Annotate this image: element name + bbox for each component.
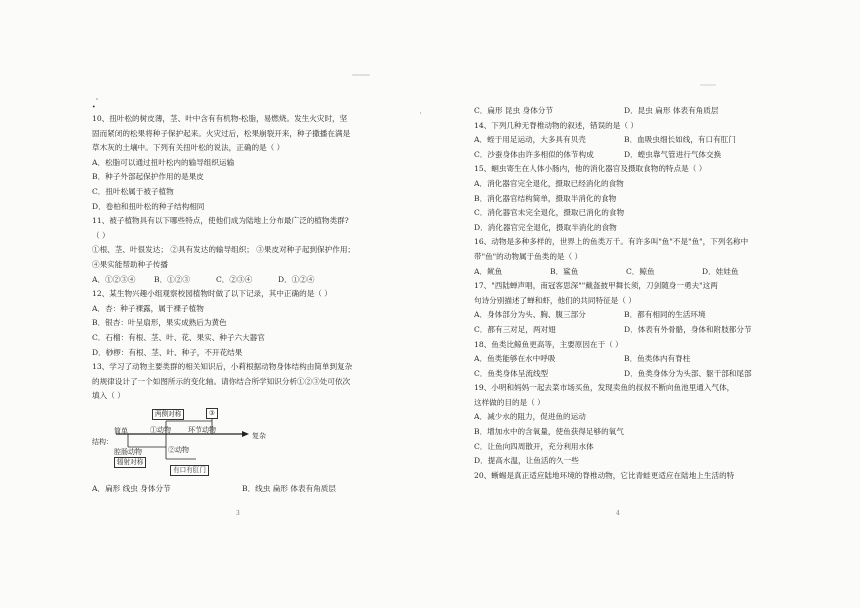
q20-stem: 20、蜥蜴是真正适应陆地环境的脊椎动物，它比青蛙更适应在陆地上生活的特 — [474, 470, 735, 480]
q14-options-cd — [474, 148, 774, 163]
q17-option-a: A．身体部分为头、胸、腹三部分 — [474, 310, 586, 320]
question-16 — [474, 235, 774, 279]
question-11 — [92, 214, 392, 287]
q13-option-c: C．扁形 昆虫 身体分节 — [474, 106, 553, 115]
q19-option-d: D．提高水温，让鱼活的久一些 — [474, 456, 579, 466]
q10-option-c: C．扭叶松属于被子植物 — [92, 186, 174, 196]
q12-stem: 12、某生物兴趣小组观察校园植物时做了以下记录，其中正确的是（ ） — [92, 289, 332, 299]
q10-option-a: A．松脂可以通过扭叶松内的输导组织运输 — [92, 157, 235, 167]
box-blank-3: ③ — [206, 408, 218, 419]
q10-stem-line: 固而紧闭的松果将种子保护起来。火灾过后，松果崩裂开来，种子撒播在满是 — [92, 128, 351, 138]
q17-option-b: B．都有相同的生活环境 — [624, 310, 706, 320]
q11-option-d: D．①②④ — [278, 274, 315, 284]
question-14 — [474, 119, 774, 163]
left-page-column — [92, 104, 392, 496]
box-bilateral-symmetry: 两侧对称 — [152, 409, 184, 420]
axis-label: 结构： — [92, 437, 113, 446]
q11-option-a: A．①②③④ — [92, 274, 136, 284]
q11-stem-line: ①根、茎、叶很发达； ②具有发达的输导组织； ③果皮对种子起到保护作用； — [92, 245, 356, 255]
q18-options-cd — [474, 367, 774, 382]
q19-option-a: A．减少水的阻力，促进鱼的运动 — [474, 412, 586, 422]
q13-stem-line: 的规律设计了一个如图所示的变化轴。请你结合所学知识分析①②③处可依次 — [92, 376, 351, 386]
q11-stem-line: 11、被子植物具有以下哪些特点，使他们成为陆地上分布最广泛的植物类群? — [92, 216, 349, 226]
q17-stem-line: 句诗分别描述了蝉和虾，他们的共同特征是（ ） — [474, 295, 636, 305]
scan-speck — [420, 112, 421, 114]
q18-option-a: A．鱼类能够在水中呼吸 — [474, 354, 556, 364]
q16-option-d: D．娃娃鱼 — [702, 266, 739, 276]
q19-option-b: B．增加水中的含氧量，使鱼获得足够的氧气 — [474, 427, 624, 437]
q18-options-ab — [474, 352, 774, 367]
question-12 — [92, 287, 392, 360]
q18-option-b: B．鱼类体内有脊柱 — [624, 354, 691, 364]
q16-option-a: A．鱿鱼 — [474, 266, 503, 276]
q17-options-cd — [474, 323, 774, 338]
q13-stem-line: 填入（ ） — [92, 391, 125, 401]
box-radial-symmetry: 辐射对称 — [114, 457, 146, 468]
q19-option-c: C．让鱼向四周散开，充分利用水体 — [474, 441, 594, 451]
q13-options-cd — [474, 104, 774, 119]
q11-stem-line: （ ） — [92, 230, 110, 240]
q18-stem: 18、鱼类比鲸鱼更高等，主要原因在于（ ） — [474, 339, 623, 349]
step-animal-2: ②动物 — [168, 445, 189, 454]
q11-options-row — [92, 273, 392, 288]
page-number-right: 4 — [616, 510, 620, 517]
q13-stem-line: 13、学习了动物主要类群的相关知识后，小莉根据动物身体结构由简单到复杂 — [92, 362, 353, 372]
q10-stem-line: 10、扭叶松的树皮薄，茎、叶中含有有机物-松脂，易燃烧。发生火灾时，坚 — [92, 114, 348, 123]
q10-option-d: D．卷柏和扭叶松的种子结构相同 — [92, 201, 205, 211]
q17-stem-line: 17、"西陆蝉声唱，南冠客思深""戴盔披甲舞长须，刀剑随身一勇夫"这两 — [474, 281, 718, 291]
q18-option-d: D．鱼类身体分为头部、躯干部和尾部 — [624, 368, 752, 378]
q17-options-ab — [474, 308, 774, 323]
q14-option-c: C．沙蚕身体由许多相似的体节构成 — [474, 149, 594, 159]
axis-complex-label: 复杂 — [252, 431, 266, 440]
scan-speck — [352, 74, 370, 76]
q14-options-ab — [474, 133, 774, 148]
q13-option-d: D．昆虫 扁形 体表有角质层 — [624, 106, 719, 115]
q12-option-a: A．杏：种子裸露，属于裸子植物 — [92, 303, 204, 313]
q15-option-d: D．消化器官完全退化，摄取半消化的食物 — [474, 222, 617, 232]
step-animal-1: ①动物 — [150, 425, 171, 434]
question-15 — [474, 162, 774, 235]
question-18 — [474, 338, 774, 382]
q15-option-c: C．消化器官未完全退化，摄取已消化的食物 — [474, 208, 625, 218]
question-17 — [474, 279, 774, 337]
q11-option-c: C．②③④ — [216, 274, 253, 284]
box-mouth-and-anus: 有口有肛门 — [170, 465, 209, 476]
q12-option-b: B．银杏：叶呈扇形，果实成熟后为黄色 — [92, 318, 227, 328]
q13-options-ab — [92, 482, 392, 497]
question-19 — [474, 381, 774, 469]
q11-stem-line: ④果实能帮助种子传播 — [92, 259, 168, 269]
q15-option-b: B．消化器官结构简单，摄取半消化的食物 — [474, 193, 617, 203]
q10-stem-line: 草木灰的土壤中。下列有关扭叶松的说法，正确的是（ ） — [92, 143, 285, 153]
q11-option-b: B．①②③ — [154, 274, 190, 284]
q13-option-a: A．扁形 线虫 身体分节 — [92, 483, 171, 493]
q18-option-c: C．鱼类身体呈流线型 — [474, 368, 549, 378]
q14-stem: 14、下列几种无脊椎动物的叙述，错误的是（ ） — [474, 120, 638, 130]
q16-stem-line: 16、动物是多种多样的，世界上的鱼类万千。有许多叫"鱼"不是"鱼"，下列名称中 — [474, 237, 749, 247]
step-coelenterate: 腔肠动物 — [114, 447, 142, 456]
q13-option-b: B．线虫 扁形 体表有角质层 — [242, 483, 336, 493]
question-10 — [92, 112, 392, 214]
q12-option-c: C．石榴：有根、茎、叶、花、果实、种子六大器官 — [92, 332, 265, 342]
q15-stem: 15、蛔虫寄生在人体小肠内，他的消化器官及摄取食物的特点是（ ） — [474, 164, 707, 174]
q17-option-d: D．体表有外骨骼，身体和附肢都分节 — [624, 324, 752, 334]
axis-simple-label: 简单 — [114, 426, 128, 435]
page-number-left: 3 — [236, 510, 240, 517]
animal-structure-axis-diagram — [92, 407, 392, 479]
question-20 — [474, 469, 774, 484]
q19-stem-line: 这样做的目的是（ ） — [474, 397, 545, 407]
q19-stem-line: 19、小明和妈妈一起去菜市场买鱼，发现卖鱼的叔叔不断向鱼池里通入气体， — [474, 383, 735, 393]
q16-option-c: C．鲸鱼 — [626, 266, 655, 276]
scan-speck — [96, 98, 98, 100]
q16-option-b: B．鲨鱼 — [550, 266, 579, 276]
q14-option-a: A．蛭于用足运动，大多具有贝壳 — [474, 135, 586, 145]
q16-options-row — [474, 265, 774, 280]
question-13 — [92, 360, 392, 496]
scan-speck — [700, 84, 716, 86]
q12-option-d: D．桫椤：有根、茎、叶、种子，不开花结果 — [92, 347, 243, 357]
step-annelid: 环节动物 — [188, 425, 216, 434]
q10-option-b: B．种子外部起保护作用的是果皮 — [92, 172, 204, 182]
q15-option-a: A．消化器官完全退化，摄取已经消化的食物 — [474, 178, 624, 188]
q14-option-d: D．蝗虫靠气管进行气体交换 — [624, 149, 722, 159]
q17-option-c: C．都有三对足，两对翅 — [474, 324, 556, 334]
q14-option-b: B．血吸虫细长如线，有口有肛门 — [624, 135, 736, 145]
bullet-dot: • — [92, 104, 96, 111]
right-page-column — [474, 104, 774, 483]
q16-stem-line: 带"鱼"的动物属于鱼类的是（ ） — [474, 251, 583, 261]
